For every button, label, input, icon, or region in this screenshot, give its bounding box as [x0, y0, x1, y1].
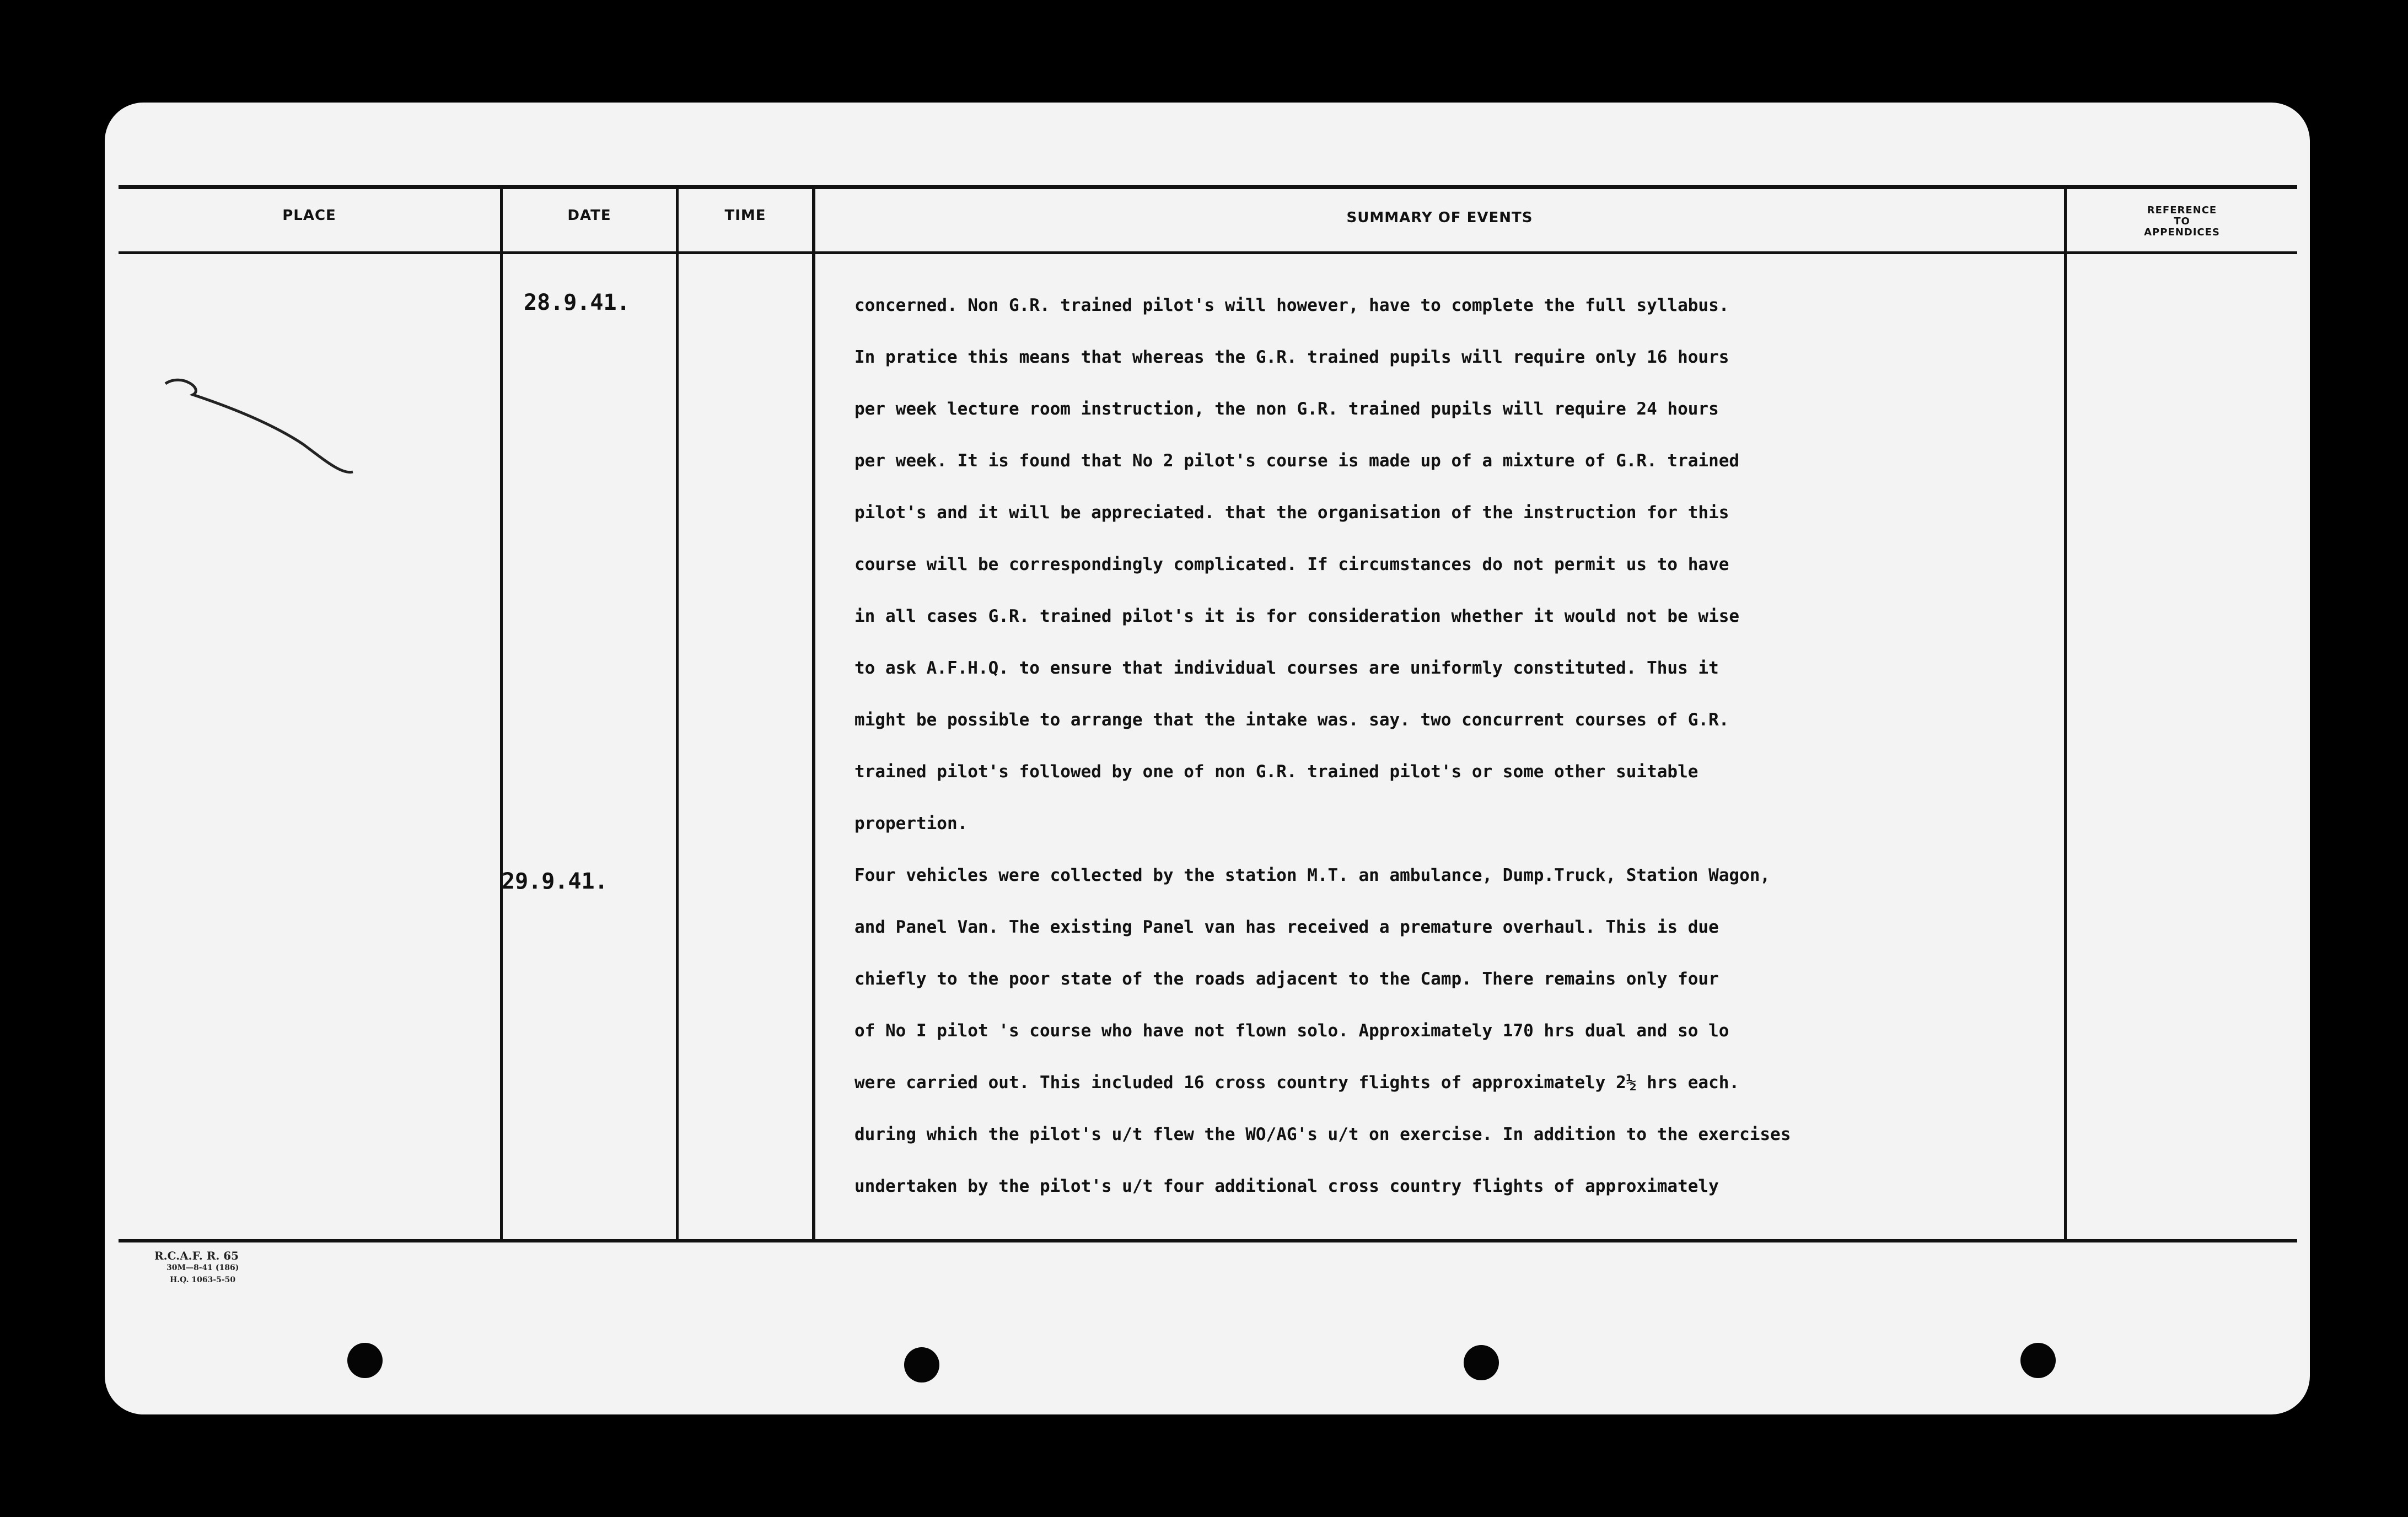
summary-line: trained pilot's followed by one of non G.R. trained pilot's or some other suitable [854, 762, 1699, 782]
summary-line: in all cases G.R. trained pilot's it is for consideration whether it would not be wise [854, 606, 1740, 626]
summary-line: concerned. Non G.R. trained pilot's will however, have to complete the full syllabus. [854, 295, 1729, 315]
binder-hole-icon [2020, 1343, 2056, 1378]
header-top-rule [119, 185, 2297, 189]
header-reference-line2: TO [2174, 216, 2190, 227]
summary-line: per week. It is found that No 2 pilot's course is made up of a mixture of G.R. trained [854, 451, 1740, 471]
header-date: DATE [567, 207, 611, 224]
summary-line: were carried out. This included 16 cross country flights of approximately 2½ hrs each. [854, 1073, 1740, 1093]
header-summary-of-events: SUMMARY OF EVENTS [1346, 209, 1533, 226]
binder-hole-icon [347, 1343, 383, 1378]
column-rule-date-time [676, 185, 679, 1241]
binder-hole-icon [904, 1347, 939, 1382]
header-time: TIME [724, 207, 766, 224]
column-rule-time-summary [812, 185, 815, 1241]
pencil-mark-icon [160, 373, 469, 483]
summary-line: In pratice this means that whereas the G.R. trained pupils will require only 16 hours [854, 347, 1729, 367]
diary-page [105, 103, 2310, 1414]
binder-hole-icon [1464, 1345, 1499, 1380]
summary-line: course will be correspondingly complicated. If circumstances do not permit us to have [854, 555, 1729, 574]
form-hq-code: H.Q. 1063-5-50 [170, 1276, 236, 1284]
header-reference-line3: APPENDICES [2144, 227, 2220, 238]
summary-line: and Panel Van. The existing Panel van has received a premature overhaul. This is due [854, 917, 1719, 937]
header-reference [2067, 205, 2297, 238]
entry-date-2: 29.9.41. [502, 869, 608, 894]
entry-date-1: 28.9.41. [524, 290, 630, 315]
form-number: R.C.A.F. R. 65 [154, 1249, 239, 1262]
summary-line: per week lecture room instruction, the non G.R. trained pupils will require 24 hours [854, 399, 1719, 419]
summary-line: undertaken by the pilot's u/t four additional cross country flights of approximately [854, 1176, 1719, 1196]
summary-line: propertion. [854, 814, 968, 833]
footer-rule [119, 1239, 2297, 1242]
column-rule-place-date [500, 185, 503, 1241]
summary-line: of No I pilot 's course who have not flown solo. Approximately 170 hrs dual and so lo [854, 1021, 1729, 1041]
summary-line: Four vehicles were collected by the station M.T. an ambulance, Dump.Truck, Station Wagon, [854, 865, 1771, 885]
summary-line: during which the pilot's u/t flew the WO/AG's u/t on exercise. In addition to the exercises [854, 1125, 1791, 1144]
form-print-code: 30M—8-41 (186) [166, 1263, 239, 1272]
summary-line: might be possible to arrange that the intake was. say. two concurrent courses of G.R. [854, 710, 1729, 730]
column-rule-summary-reference [2064, 185, 2067, 1241]
summary-line: pilot's and it will be appreciated. that the organisation of the instruction for this [854, 503, 1729, 523]
header-place: PLACE [282, 207, 336, 224]
header-reference-line1: REFERENCE [2147, 205, 2217, 216]
summary-line: to ask A.F.H.Q. to ensure that individual courses are uniformly constituted. Thus it [854, 658, 1719, 678]
summary-line: chiefly to the poor state of the roads adjacent to the Camp. There remains only four [854, 969, 1719, 989]
header-bottom-rule [119, 251, 2297, 254]
